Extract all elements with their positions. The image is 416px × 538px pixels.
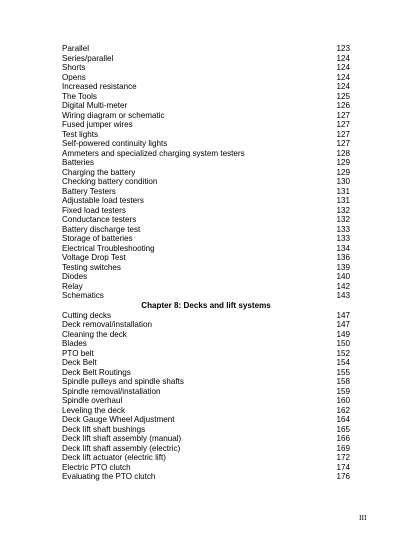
- toc-entry-title: Deck removal/installation: [62, 320, 152, 329]
- toc-entry-title: Electrical Troubleshooting: [62, 243, 155, 253]
- toc-entry-title: Cutting decks: [62, 310, 112, 320]
- toc-entry-title: Blades: [62, 339, 87, 348]
- toc-entry-page: 140: [336, 272, 350, 281]
- toc-entry-page: 142: [336, 281, 350, 291]
- toc-entry[interactable]: [62, 253, 350, 263]
- toc-entry[interactable]: [62, 44, 350, 54]
- toc-entry-page: 126: [336, 101, 350, 110]
- page-number: III: [359, 513, 367, 522]
- toc-entry-page: 169: [336, 443, 350, 453]
- toc-entry-title: Increased resistance: [62, 82, 137, 91]
- toc-entry-title: Parallel: [62, 44, 89, 53]
- toc-entry-page: 132: [336, 215, 350, 224]
- toc-entry-title: Test lights: [62, 129, 98, 139]
- toc-entry-page: 131: [336, 186, 350, 196]
- toc-entry[interactable]: [62, 168, 350, 178]
- toc-entry[interactable]: [62, 196, 350, 206]
- toc-entry-page: 129: [336, 167, 350, 177]
- toc-entry-title: PTO belt: [62, 348, 94, 358]
- toc-entry-page: 152: [336, 348, 350, 358]
- toc-entry-page: 132: [336, 205, 350, 215]
- toc-entry[interactable]: [62, 158, 350, 168]
- toc-entry-page: 155: [336, 367, 350, 377]
- toc-entry-page: 166: [336, 434, 350, 443]
- toc-entry[interactable]: [62, 377, 350, 387]
- toc-entry-page: 176: [336, 472, 350, 481]
- toc-entry[interactable]: [62, 101, 350, 111]
- toc-entry-title: Testing switches: [62, 262, 121, 272]
- toc-entry-title: Ammeters and specialized charging system testers: [62, 148, 245, 158]
- toc-entry-title: Spindle removal/installation: [62, 386, 161, 396]
- toc-entry-title: Battery discharge test: [62, 224, 141, 234]
- toc-entry-title: Deck Belt: [62, 358, 97, 367]
- toc-entry[interactable]: [62, 444, 350, 454]
- toc-entry-page: 174: [336, 462, 350, 472]
- toc-entry-title: Deck lift shaft bushings: [62, 424, 146, 434]
- toc-entry-page: 123: [336, 44, 350, 53]
- toc-entry-page: 127: [336, 139, 350, 148]
- toc-entry-title: Wiring diagram or schematic: [62, 110, 165, 120]
- toc-entry-page: 128: [336, 148, 350, 158]
- toc-entry[interactable]: [62, 120, 350, 130]
- toc-entry[interactable]: [62, 349, 350, 359]
- toc-entry[interactable]: [62, 130, 350, 140]
- toc-entry[interactable]: [62, 139, 350, 149]
- toc-entry-title: Evaluating the PTO clutch: [62, 472, 156, 481]
- toc-entry-page: 164: [336, 415, 350, 424]
- toc-entry-title: Deck Belt Routings: [62, 367, 131, 377]
- toc-entry[interactable]: [62, 463, 350, 473]
- toc-entry-title: Conductance testers: [62, 215, 137, 224]
- toc-entry-title: Deck lift actuator (electric lift): [62, 453, 166, 462]
- table-of-contents: [62, 44, 350, 482]
- toc-entry[interactable]: [62, 149, 350, 159]
- toc-entry-title: Checking battery condition: [62, 177, 158, 186]
- toc-entry-title: Deck lift shaft assembly (electric): [62, 443, 181, 453]
- toc-entry[interactable]: [62, 434, 350, 444]
- toc-entry-title: Voltage Drop Test: [62, 253, 126, 262]
- toc-entry-title: Spindle overhaul: [62, 396, 123, 405]
- toc-entry-page: 143: [336, 291, 350, 300]
- toc-entry-title: Shorts: [62, 63, 86, 72]
- toc-entry[interactable]: [62, 453, 350, 463]
- toc-entry-page: 165: [336, 424, 350, 434]
- toc-entry-page: 127: [336, 129, 350, 139]
- toc-entry-page: 147: [336, 310, 350, 320]
- toc-entry[interactable]: [62, 320, 350, 330]
- chapter-heading: Chapter 8: Decks and lift systems: [141, 300, 271, 310]
- toc-entry-title: Series/parallel: [62, 53, 114, 63]
- toc-entry[interactable]: [62, 406, 350, 416]
- toc-entry-title: The Tools: [62, 91, 97, 101]
- toc-entry[interactable]: [62, 92, 350, 102]
- toc-entry-title: Self-powered continuity lights: [62, 139, 168, 148]
- toc-entry[interactable]: [62, 206, 350, 216]
- toc-entry-page: 139: [336, 262, 350, 272]
- toc-entry-title: Opens: [62, 72, 86, 82]
- toc-entry-page: 134: [336, 243, 350, 253]
- toc-entry-page: 154: [336, 358, 350, 367]
- toc-entry-page: 124: [336, 53, 350, 63]
- toc-entry-title: Relay: [62, 281, 83, 291]
- toc-entry-title: Deck lift shaft assembly (manual): [62, 434, 182, 443]
- toc-entry[interactable]: [62, 73, 350, 83]
- toc-entry-title: Schematics: [62, 291, 104, 300]
- toc-entry-page: 125: [336, 91, 350, 101]
- toc-entry-title: Cleaning the deck: [62, 329, 127, 339]
- toc-entry[interactable]: [62, 330, 350, 340]
- toc-entry-page: 160: [336, 396, 350, 405]
- toc-entry-title: Diodes: [62, 272, 88, 281]
- toc-entry[interactable]: [62, 111, 350, 121]
- toc-entry[interactable]: [62, 272, 350, 282]
- toc-entry-page: 150: [336, 339, 350, 348]
- toc-entry[interactable]: [62, 215, 350, 225]
- toc-entry-page: 127: [336, 110, 350, 120]
- toc-entry[interactable]: [62, 311, 350, 321]
- toc-entry[interactable]: [62, 415, 350, 425]
- toc-entry-title: Fused jumper wires: [62, 120, 133, 129]
- toc-entry-page: 136: [336, 253, 350, 262]
- toc-entry-title: Fixed load testers: [62, 205, 126, 215]
- toc-entry-page: 133: [336, 234, 350, 243]
- toc-entry[interactable]: [62, 177, 350, 187]
- toc-entry-page: 172: [336, 453, 350, 462]
- toc-entry-title: Digital Multi-meter: [62, 101, 128, 110]
- toc-entry-page: 159: [336, 386, 350, 396]
- toc-section: [62, 44, 350, 301]
- toc-entry-page: 124: [336, 82, 350, 91]
- toc-entry-title: Battery Testers: [62, 186, 116, 196]
- toc-entry[interactable]: [62, 425, 350, 435]
- toc-entry[interactable]: [62, 472, 350, 482]
- toc-entry-title: Spindle pulleys and spindle shafts: [62, 377, 184, 386]
- toc-entry-title: Batteries: [62, 158, 94, 167]
- toc-entry-title: Adjustable load testers: [62, 196, 144, 205]
- toc-entry[interactable]: [62, 339, 350, 349]
- toc-entry[interactable]: [62, 54, 350, 64]
- toc-entry-page: 129: [336, 158, 350, 167]
- toc-entry[interactable]: [62, 358, 350, 368]
- toc-entry[interactable]: [62, 234, 350, 244]
- toc-entry[interactable]: [62, 291, 350, 301]
- toc-entry-page: 131: [336, 196, 350, 205]
- toc-entry[interactable]: [62, 282, 350, 292]
- toc-entry-page: 133: [336, 224, 350, 234]
- toc-entry-title: Deck Gauge Wheel Adjustment: [62, 415, 175, 424]
- toc-entry-page: 130: [336, 177, 350, 186]
- toc-entry[interactable]: [62, 368, 350, 378]
- toc-entry-page: 124: [336, 63, 350, 72]
- toc-entry-page: 149: [336, 329, 350, 339]
- toc-entry-page: 147: [336, 320, 350, 329]
- toc-entry-title: Electric PTO clutch: [62, 462, 131, 472]
- toc-entry[interactable]: [62, 387, 350, 397]
- toc-entry-title: Charging the battery: [62, 167, 136, 177]
- toc-entry[interactable]: [62, 225, 350, 235]
- toc-entry[interactable]: [62, 244, 350, 254]
- toc-entry-title: Storage of batteries: [62, 234, 133, 243]
- toc-entry-title: Leveling the deck: [62, 405, 125, 415]
- toc-entry[interactable]: [62, 187, 350, 197]
- toc-entry-page: 127: [336, 120, 350, 129]
- toc-entry-page: 162: [336, 405, 350, 415]
- toc-entry-page: 158: [336, 377, 350, 386]
- toc-entry[interactable]: [62, 82, 350, 92]
- toc-entry-page: 124: [336, 72, 350, 82]
- toc-section: [62, 311, 350, 482]
- toc-entry[interactable]: [62, 63, 350, 73]
- toc-entry[interactable]: [62, 396, 350, 406]
- toc-entry[interactable]: [62, 263, 350, 273]
